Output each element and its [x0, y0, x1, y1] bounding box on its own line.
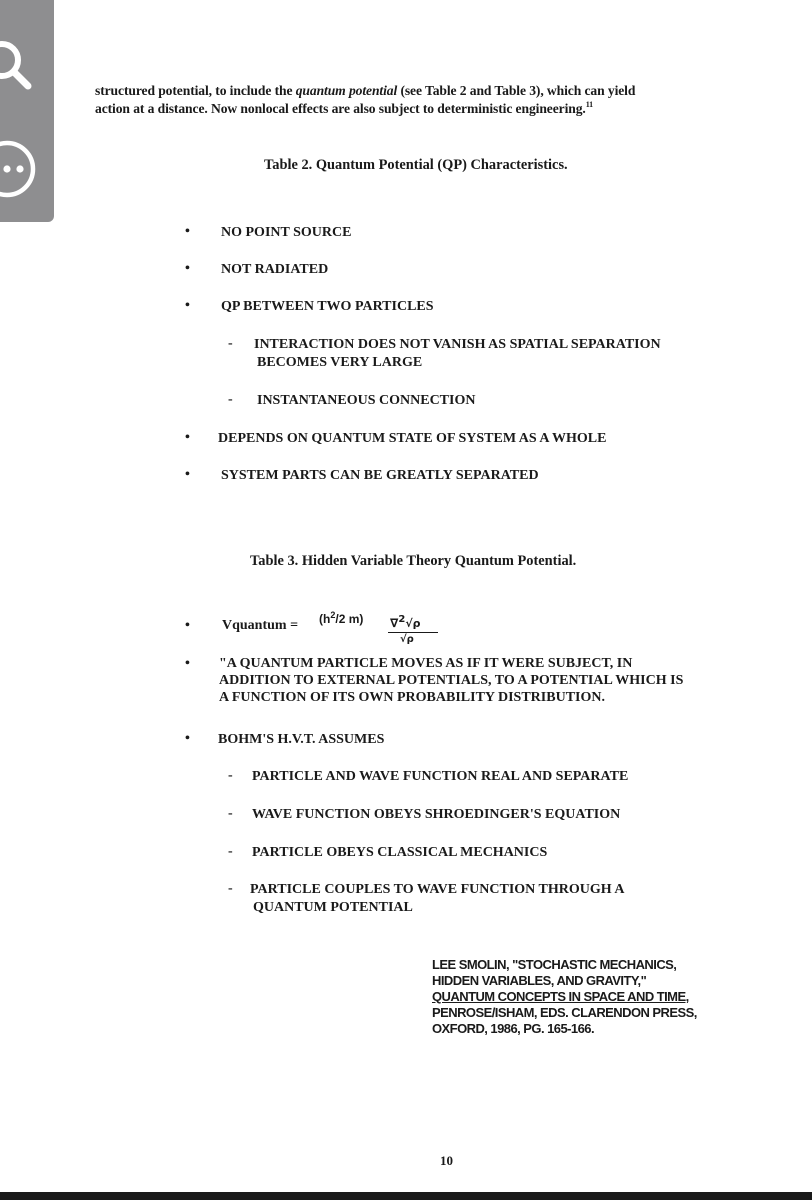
viewer-side-panel: [0, 0, 54, 222]
dash-marker: -: [228, 844, 233, 859]
citation-line-1: LEE SMOLIN, "STOCHASTIC MECHANICS,: [432, 957, 677, 972]
citation-line-4: PENROSE/ISHAM, EDS. CLARENDON PRESS,: [432, 1005, 697, 1020]
intro-line-2: [95, 100, 812, 118]
formula-denominator-text: /2 m): [335, 612, 364, 626]
formula-h: h: [323, 612, 331, 626]
dash-marker: -: [228, 806, 233, 821]
dash-marker: -: [228, 881, 233, 896]
bullet-icon: •: [185, 224, 190, 239]
quote-line-2: ADDITION TO EXTERNAL POTENTIALS, TO A POTENTIAL WHICH IS: [219, 673, 684, 688]
table3-bohm: BOHM'S H.V.T. ASSUMES: [218, 732, 385, 747]
table3-subitem-2: WAVE FUNCTION OBEYS SHROEDINGER'S EQUATION: [252, 807, 621, 822]
quote-line-3: A FUNCTION OF ITS OWN PROBABILITY DISTRIBUTION.: [219, 690, 605, 705]
bullet-icon: •: [185, 298, 190, 313]
citation-line-2: HIDDEN VARIABLES, AND GRAVITY,": [432, 973, 647, 988]
intro-text-a: structured potential, to include the: [95, 83, 296, 98]
nabla-exponent: 2: [398, 614, 406, 625]
formula-label: Vquantum =: [222, 618, 299, 633]
table3-quote: [219, 655, 683, 706]
dash-marker: -: [228, 392, 233, 407]
bottom-bar: [0, 1192, 812, 1200]
intro-text-italic: quantum potential: [295, 83, 398, 98]
table2-item-4: DEPENDS ON QUANTUM STATE OF SYSTEM AS A WHOLE: [218, 431, 607, 446]
table2-item-1: NO POINT SOURCE: [221, 225, 352, 240]
table2-subitem-1: INTERACTION DOES NOT VANISH AS SPATIAL SEPARATION: [254, 337, 661, 352]
formula-numerator: [390, 614, 421, 630]
intro-paragraph: [95, 82, 812, 118]
formula-prefactor: [319, 610, 363, 626]
footnote-ref: 11: [585, 100, 594, 109]
intro-line-1: [95, 82, 812, 100]
nabla-symbol: ∇: [390, 616, 399, 630]
table2-item-2: NOT RADIATED: [221, 262, 329, 277]
page-number: 10: [440, 1153, 453, 1168]
quote-line-1: "A QUANTUM PARTICLE MOVES AS IF IT WERE SUBJECT, IN: [219, 656, 633, 671]
sqrt-rho-numerator: √ρ: [405, 617, 421, 630]
table3-subitem-4: PARTICLE COUPLES TO WAVE FUNCTION THROUGH A: [250, 882, 625, 897]
formula-paren: (: [319, 612, 323, 626]
table3-subitem-1: PARTICLE AND WAVE FUNCTION REAL AND SEPARATE: [252, 769, 629, 784]
bullet-icon: •: [185, 731, 190, 746]
table3-title: Table 3. Hidden Variable Theory Quantum Potential.: [250, 553, 577, 569]
dash-marker: -: [228, 336, 233, 351]
bullet-icon: •: [185, 467, 190, 482]
sqrt-rho-denominator: √ρ: [400, 634, 414, 645]
table2-item-3: QP BETWEEN TWO PARTICLES: [221, 299, 434, 314]
quantum-potential-formula: [222, 610, 462, 652]
table2-title: Table 2. Quantum Potential (QP) Characteristics.: [264, 157, 568, 173]
table3-subitem-3: PARTICLE OBEYS CLASSICAL MECHANICS: [252, 845, 548, 860]
table2-item-5: SYSTEM PARTS CAN BE GREATLY SEPARATED: [221, 468, 539, 483]
more-horizontal-icon[interactable]: [0, 138, 38, 200]
search-icon[interactable]: [0, 34, 38, 96]
bullet-icon: •: [185, 430, 190, 445]
table2-subitem-2: INSTANTANEOUS CONNECTION: [257, 393, 476, 408]
bullet-icon: •: [185, 618, 190, 633]
citation-book-title: QUANTUM CONCEPTS IN SPACE AND TIME,: [432, 989, 689, 1004]
table3-subitem-4-cont: QUANTUM POTENTIAL: [253, 900, 413, 915]
bullet-icon: •: [185, 261, 190, 276]
formula-h-exponent: 2: [330, 610, 336, 620]
intro-text-b: (see Table 2 and Table 3), which can yield: [397, 83, 636, 98]
citation-line-5: OXFORD, 1986, PG. 165-166.: [432, 1021, 595, 1036]
table2-subitem-1-cont: BECOMES VERY LARGE: [257, 355, 423, 370]
dash-marker: -: [228, 768, 233, 783]
intro-text-line2: action at a distance. Now nonlocal effects are also subject to deterministic engineering.: [95, 101, 586, 116]
fraction-bar: [388, 632, 438, 633]
citation-block: [432, 957, 772, 1037]
bullet-icon: •: [185, 656, 190, 671]
